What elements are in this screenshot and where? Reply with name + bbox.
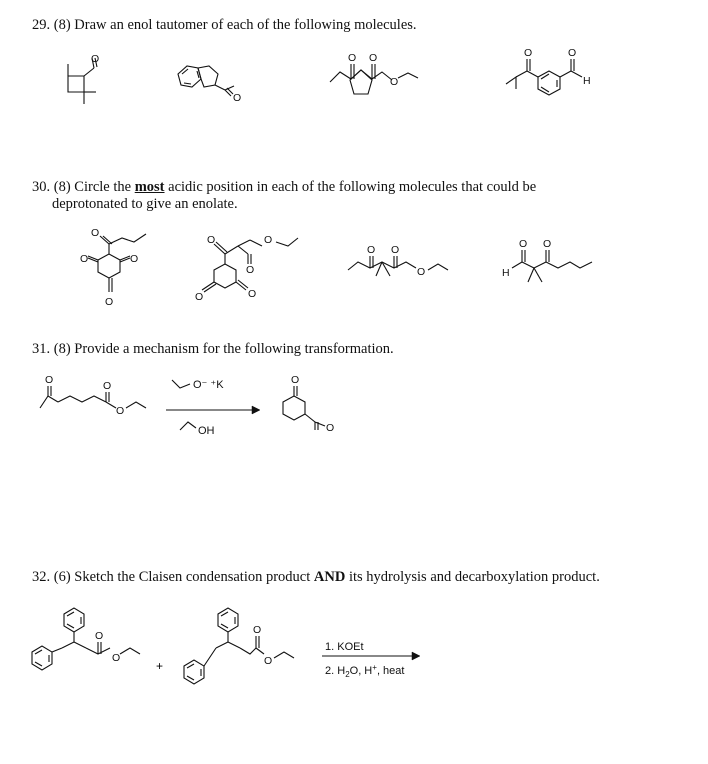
q32-r2-oxygen-2: O	[264, 655, 273, 667]
q29-molecule-3	[330, 64, 418, 94]
q31-reactant-oxygen-1: O	[45, 374, 54, 386]
q30-m1-oxygen-2: O	[80, 253, 89, 265]
q31-reagent-bottom: OH	[198, 425, 215, 437]
question-29-points: (8)	[53, 17, 71, 33]
q32-step-2-mid: O, H	[349, 665, 373, 677]
q29-m4-oxygen-1: O	[524, 47, 533, 59]
question-29-number: 29.	[32, 17, 51, 33]
q32-reactant-1	[32, 608, 140, 670]
q30-m2-oxygen-1: O	[207, 234, 216, 246]
q32-r1-oxygen-1: O	[95, 630, 104, 642]
q31-product-oxygen-1: O	[291, 374, 300, 386]
q31-product	[283, 386, 325, 430]
question-30-text-after: acidic position in each of the following molecules that could be	[168, 179, 537, 195]
q30-m3-oxygen-1: O	[367, 244, 376, 256]
q30-m1-oxygen-4: O	[105, 296, 114, 308]
q30-m2-oxygen-5: O	[248, 288, 257, 300]
q31-reactant-oxygen-2: O	[103, 380, 112, 392]
q30-molecule-4	[512, 250, 592, 282]
q29-m4-hydrogen: H	[583, 75, 591, 87]
q31-reactant	[40, 386, 146, 408]
q31-product-oxygen-2: O	[326, 422, 335, 434]
q32-step-2-superscript: +	[372, 663, 377, 672]
q32-step-2	[325, 663, 404, 679]
q30-m2-oxygen-2: O	[264, 234, 273, 246]
question-30-number: 30.	[32, 179, 51, 195]
q32-step-2-suffix: , heat	[376, 665, 405, 677]
q32-r1-oxygen-2: O	[112, 652, 121, 664]
q30-m2-oxygen-3: O	[246, 264, 255, 276]
question-32-text-before: Sketch the Claisen condensation product	[74, 569, 311, 585]
question-32-text-after: its hydrolysis and decarboxylation product.	[348, 569, 600, 585]
question-30-points: (8)	[53, 179, 71, 195]
q30-m2-oxygen-4: O	[195, 291, 204, 303]
q32-r2-oxygen-1: O	[253, 624, 262, 636]
q30-m1-oxygen-1: O	[91, 227, 100, 239]
q32-step-2-subscript: 2	[345, 670, 350, 679]
question-31-points: (8)	[53, 341, 71, 357]
question-31-number: 31.	[32, 341, 51, 357]
q29-molecule-4	[506, 59, 582, 95]
question-30-text-continued: deprotonated to give an enolate.	[52, 196, 238, 212]
q32-reaction-arrow	[322, 652, 420, 660]
q30-m4-oxygen-2: O	[543, 238, 552, 250]
q29-m3-oxygen-2: O	[369, 52, 378, 64]
q30-m4-hydrogen: H	[502, 267, 510, 279]
question-29-text: Draw an enol tautomer of each of the following molecules.	[74, 17, 417, 33]
q29-m4-oxygen-2: O	[568, 47, 577, 59]
question-32-number: 32.	[32, 569, 51, 585]
q30-m1-oxygen-3: O	[130, 253, 139, 265]
q32-reactant-2	[184, 608, 294, 684]
q31-reactant-oxygen-3: O	[116, 405, 125, 417]
q29-m3-oxygen-3: O	[390, 76, 399, 88]
question-32-emphasis: AND	[313, 569, 346, 585]
q29-m3-oxygen-1: O	[348, 52, 357, 64]
q32-step-2-prefix: 2. H	[325, 665, 346, 677]
q29-molecule-2	[178, 66, 234, 96]
q30-molecule-3	[348, 256, 448, 276]
question-30-text-before: Circle the	[74, 179, 132, 195]
question-32-points: (6)	[53, 569, 71, 585]
q32-plus-sign: +	[156, 659, 164, 673]
q30-m3-oxygen-3: O	[417, 266, 426, 278]
q30-m3-oxygen-2: O	[391, 244, 400, 256]
q29-m2-oxygen: O	[233, 92, 242, 104]
q31-reaction-arrow	[166, 406, 260, 414]
q29-m1-oxygen: O	[91, 53, 100, 65]
question-31-text: Provide a mechanism for the following transformation.	[74, 341, 394, 357]
q30-m4-oxygen-1: O	[519, 238, 528, 250]
q31-reagent-top: O⁻ ⁺K	[193, 379, 224, 391]
q32-step-1: 1. KOEt	[325, 641, 364, 653]
question-30-emphasis: most	[134, 179, 165, 195]
